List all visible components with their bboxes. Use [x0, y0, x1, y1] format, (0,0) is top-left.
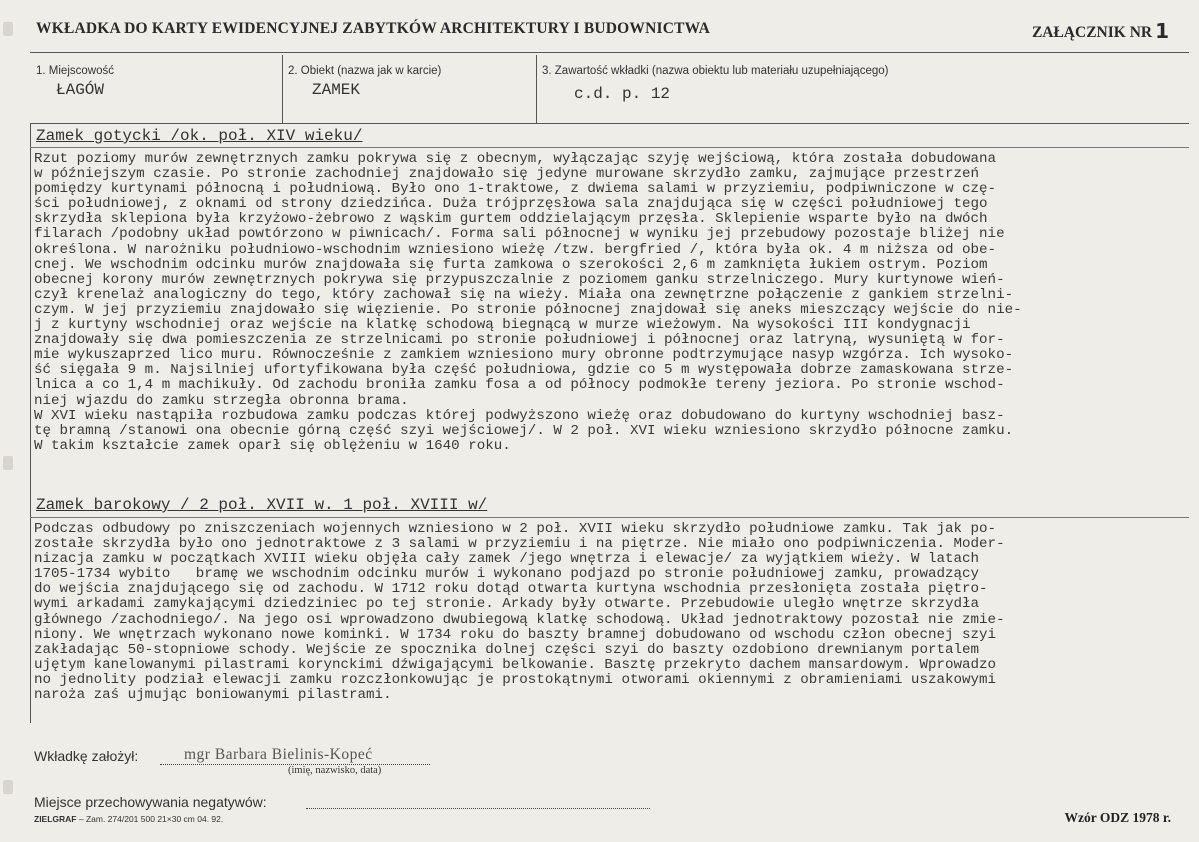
content-field — [536, 55, 1189, 123]
header-rule — [30, 52, 1189, 53]
place-value: ŁAGÓW — [56, 81, 105, 99]
content-value: c.d. p. 12 — [574, 85, 671, 103]
text-line: pomiędzy kurtynami północną i południową. Było ono 1-traktowe, z dwiema salami w przyziemiu, podpiwniczone w czę- — [34, 181, 997, 198]
place-label: 1. Miejscowość — [36, 65, 114, 77]
text-line: W takim kształcie zamek oparł się oblężeniu w 1640 roku. — [34, 437, 511, 454]
object-field — [282, 55, 537, 123]
text-line: zostałe skrzydła było ono jednotraktowe z 3 salami w przyziemiu i na piętrze. Nie miało ono podpiwniczenia. Moder- — [34, 536, 1005, 553]
binder-hole — [3, 780, 13, 794]
text-line: do wejścia znajdującego się od zachodu. W 1712 roku dotąd otwarta kurtyna wschodnia przesłonięta została piętro- — [34, 581, 988, 598]
text-line: skrzydła sklepiona była krzyżowo-żebrowo z wąskim gurtem oddzielającym przęsła. Sklepienie wsparte było na dwóch — [34, 211, 988, 228]
text-line: obecnej korony murów zewnętrznych pokrywa się przypuszczalnie z poziomem ganku strzelniczego. Mury kurtynowe wień- — [34, 271, 1005, 288]
text-line: niej wjazdu do zamku strzegła obronna brama. — [34, 392, 409, 409]
author-name: mgr Barbara Bielinis-Kopeć — [184, 746, 373, 763]
text-line: tę bramną /stanowi ona obecnie górną część szyi wejściowej/. W 2 poł. XVI wieku wzniesiono skrzydło północne zamku. — [34, 422, 1014, 439]
text-line: W XVI wieku nastąpiła rozbudowa zamku podczas której podwyższono wieżę oraz dobudowano do kurtyny wschodniej basz- — [34, 407, 1005, 424]
negatives-storage-label: Miejsce przechowywania negatywów: — [34, 794, 267, 810]
form-model: Wzór ODZ 1978 r. — [1064, 810, 1171, 825]
text-line: w późniejszym czasie. Po stronie zachodniej znajdowało się jedyne murowane skrzydło zamku, zajmujące przestrzeń — [34, 166, 980, 183]
author-hint: (imię, nazwisko, data) — [288, 765, 382, 776]
print-order-info: – Zam. 274/201 500 21×30 cm 04. 92. — [78, 814, 224, 824]
place-field — [30, 55, 283, 123]
printer-name: ZIELGRAF — [34, 814, 77, 824]
text-line: j z kurtyny wschodniej oraz wejście na klatkę schodową biegnącą w murze wieżowym. Na wysokości III kondygnacji — [34, 317, 971, 334]
text-line: nizacja zamku w początkach XVIII wieku objęła cały zamek /jego wnętrza i elewacje/ za wyjątkiem wieży. W latach — [34, 551, 980, 568]
baroque-section-text — [34, 522, 1005, 703]
text-line: ść sięgała 9 m. Najsilniej ufortyfikowana była część południowa, gdzie co 5 m występowała dobrze zamaskowana strze- — [34, 362, 1014, 379]
text-line: Rzut poziomy murów zewnętrznych zamku pokrywa się z obecnym, wyłączając szyję wejściową, która została dobudowana — [34, 151, 997, 167]
text-line: naroża zaś ujmując boniowanymi pilastrami. — [34, 687, 392, 704]
text-line: znajdowały się dwa pomieszczenia ze strzelnicami po stronie południowej i północnej oraz latryną, wysuniętą w for- — [34, 332, 1005, 349]
text-line: niony. We wnętrzach wykonano nowe kominki. W 1734 roku do baszty bramnej dobudowano od wschodu człon obecnej szyi — [34, 626, 997, 643]
text-line: zakładając 50-stopniowe schody. Wejście ze spocznika dolnej części szyi do baszty ozdobiono drewnianym portalem — [34, 641, 980, 658]
text-line: 1705-1734 wybito bramę we wschodnim odcinku murów i wykonano podjazd po stronie południowej zamku, prowadzący — [34, 566, 980, 583]
text-line: Podczas odbudowy po zniszczeniach wojennych wzniesiono w 2 poł. XVII wieku skrzydło południowe zamku. Tak jak po- — [34, 521, 997, 537]
text-line: czył krenelaż analogiczny do tego, który zachował się na wieży. Miała ona zewnętrzne połączenie z gankiem strzelni- — [34, 286, 1014, 303]
text-line: głównego /zachodniego/. Na jego osi wprowadzono dwubiegową klatkę schodową. Układ jednotraktowy pozostał nie zmie- — [34, 611, 1005, 628]
negatives-storage-line — [306, 808, 650, 809]
text-line: ujętym kanelowanymi pilastrami korynckimi dźwigającymi belkowanie. Basztę przekryto dachem mansardowym. Wprowadzo — [34, 656, 997, 673]
binder-hole — [3, 22, 13, 36]
baroque-section-title: Zamek barokowy / 2 poł. XVII w. 1 poł. XVIII w/ — [36, 496, 488, 514]
object-value: ZAMEK — [312, 81, 361, 99]
margin-rule — [30, 123, 31, 723]
insert-by-label: Wkładkę założył: — [34, 748, 139, 764]
text-line: określona. W narożniku południowo-wschodnim wzniesiono wieżę /tzw. bergfried /, która była ok. 4 m niższa od obe- — [34, 241, 997, 258]
document-title: WKŁADKA DO KARTY EWIDENCYJNEJ ZABYTKÓW ARCHITEKTURY I BUDOWNICTWA — [36, 20, 711, 37]
annex-label — [1032, 18, 1169, 42]
printer-info — [34, 814, 223, 824]
text-line: czym. W jej przyziemiu znajdowało się więzienie. Po stronie północnej znajdował się aneks mieszczący wejście do nie- — [34, 301, 1022, 318]
text-line: no jednolity podział elewacji zamku rozczłonkowując je prostokątnymi otworami okiennymi z obramieniami uszakowymi — [34, 671, 997, 688]
content-label: 3. Zawartość wkładki (nazwa obiektu lub materiału uzupełniającego) — [542, 65, 889, 77]
annex-number: 1 — [1155, 19, 1169, 43]
section-rule — [30, 147, 1189, 148]
identification-fields — [30, 55, 1189, 124]
text-line: ści południowej, z oknami od strony dziedzińca. Duża trójprzęsłowa sala znajdująca się w części południowej tego — [34, 196, 988, 213]
binder-hole — [3, 456, 13, 470]
text-line: filarach /podobny układ powtórzono w piwnicach/. Forma sali północnej w wyniku jej przebudowy pozostaje bliżej nie — [34, 226, 1005, 243]
text-line: mie wykuszaprzed lico muru. Równocześnie z zamkiem wzniesiono mury obronne podtrzymujące nasyp wzgórza. Ich wysoko- — [34, 347, 1014, 364]
text-line: wymi arkadami zamykającymi dziedziniec po tej stronie. Arkady były otwarte. Przebudowie uległo wnętrze skrzydła — [34, 596, 980, 613]
text-line: cnej. We wschodnim odcinku murów znajdowała się furta zamkowa o szerokości 2,6 m zamknięta łukiem ostrym. Poziom — [34, 256, 988, 273]
text-line: lnica a co 1,4 m machikuły. Od zachodu broniła zamku fosa a od północy podmokłe tereny jeziora. Po stronie wschod- — [34, 377, 1005, 394]
gothic-section-text — [34, 152, 1022, 454]
object-label: 2. Obiekt (nazwa jak w karcie) — [288, 65, 442, 77]
annex-label-text: ZAŁĄCZNIK NR — [1031, 24, 1153, 41]
section-rule — [30, 517, 1189, 518]
gothic-section-title: Zamek gotycki /ok. poł. XIV wieku/ — [36, 127, 363, 145]
